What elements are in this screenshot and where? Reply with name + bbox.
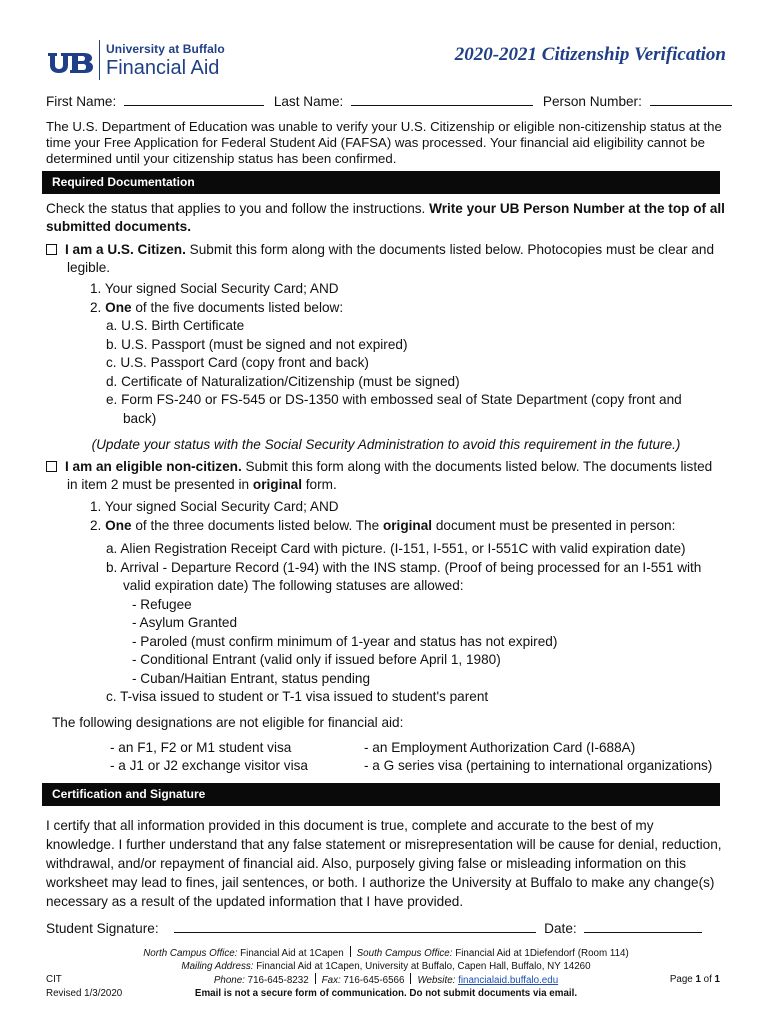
citizen-item-1: 1. Your signed Social Security Card; AND xyxy=(90,281,339,296)
ineligible-col-2 xyxy=(364,739,734,775)
noncitizen-item-2 xyxy=(90,517,726,536)
page-num: 1 xyxy=(695,974,701,985)
last-name-label: Last Name: xyxy=(273,94,344,109)
instructions-bold: Write your UB Person Number at the top of all submitted documents. xyxy=(46,201,725,234)
signature-field[interactable] xyxy=(174,920,536,933)
noncitizen-section xyxy=(46,458,726,707)
separator xyxy=(410,973,411,984)
citizen-doc-d: d. Certificate of Naturalization/Citizenship (must be signed) xyxy=(106,373,460,389)
signature-label: Student Signature: xyxy=(46,921,159,936)
date-label: Date: xyxy=(544,921,577,936)
allowed-statuses xyxy=(46,596,726,689)
footer-contact xyxy=(46,973,726,987)
first-name-label: First Name: xyxy=(46,94,117,109)
page-total: 1 xyxy=(714,974,720,985)
citizen-item-2 xyxy=(90,299,726,318)
noncitizen-option xyxy=(46,458,726,494)
citizen-note: (Update your status with the Social Security Administration to avoid this requirement in the future.) xyxy=(91,437,681,452)
status-paroled: - Paroled (must confirm minimum of 1-year and status has not expired) xyxy=(132,633,558,649)
citizen-item-2-rest: of the five documents listed below: xyxy=(131,299,344,315)
noncitizen-item-2-bold: One xyxy=(105,517,132,533)
form-code: CIT xyxy=(46,974,62,985)
logo-divider xyxy=(99,40,100,80)
ineligible-j1: - a J1 or J2 exchange visitor visa xyxy=(110,758,308,773)
mailing-value: Financial Aid at 1Capen, University at Buffalo, Capen Hall, Buffalo, NY 14260 xyxy=(253,961,591,972)
noncitizen-doc-a: a. Alien Registration Receipt Card with picture. (I-151, I-551, or I-551C with valid expiration date) xyxy=(106,541,686,556)
instructions-text: Check the status that applies to you and follow the instructions. xyxy=(46,201,430,216)
certification-text: I certify that all information provided in this document is true, complete and accurate to the best of my knowledge. I further understand that any false statement or misrepresentation will be cause for denial, reduction, withdrawal, and/or repayment of financial aid. Also, purposely giving false or misleading information on this worksheet may lead to fines, jail sentences, or both. I authorize the University at Buffalo to make any change(s) necessary as a result of the updated information that I have provided. xyxy=(46,818,722,909)
required-documentation-heading: Required Documentation xyxy=(42,171,720,194)
certification-heading: Certification and Signature xyxy=(42,783,720,806)
student-info-line xyxy=(46,93,726,111)
citizen-doc-c: c. U.S. Passport Card (copy front and back) xyxy=(106,355,369,370)
intro-paragraph: The U.S. Department of Education was unable to verify your U.S. Citizenship or eligible non-citizenship status at the time your Free Application for Federal Student Aid (FAFSA) was processed. Your financial aid eligibility cannot be determined until your citizenship status has been confirmed. xyxy=(46,119,722,166)
page-of: of xyxy=(700,974,715,985)
north-campus-label: North Campus Office: xyxy=(143,948,238,959)
person-number-label: Person Number: xyxy=(542,94,642,109)
revised-date: Revised 1/3/2020 xyxy=(46,988,123,999)
phone-label: Phone: xyxy=(213,975,245,986)
signature-line xyxy=(46,920,726,938)
website-link[interactable]: financialaid.buffalo.edu xyxy=(458,975,559,986)
citizen-label: I am a U.S. Citizen. xyxy=(65,242,186,257)
ineligible-col-1 xyxy=(110,739,360,775)
logo-university-name: University at Buffalo xyxy=(106,42,225,56)
ineligible-i688a: - an Employment Authorization Card (I-688A) xyxy=(364,740,636,755)
footer-email-note: Email is not a secure form of communication. Do not submit documents via email. xyxy=(194,988,578,999)
noncitizen-item-1: 1. Your signed Social Security Card; AND xyxy=(90,499,339,514)
instructions xyxy=(46,200,726,236)
citizen-item-2-bold: One xyxy=(105,299,132,315)
citizen-label-rest: Submit this form along with the documents listed below. Photocopies must be clear and legible. xyxy=(67,242,715,275)
noncitizen-doc-c: c. T-visa issued to student or T-1 visa issued to student's parent xyxy=(106,689,489,704)
status-cuban-haitian: - Cuban/Haitian Entrant, status pending xyxy=(132,670,371,686)
citizen-item-2-num: 2. xyxy=(90,299,106,315)
citizen-list xyxy=(46,280,726,317)
noncitizen-label-original: original xyxy=(252,477,302,492)
date-field[interactable] xyxy=(584,920,702,933)
citizen-doc-e: e. Form FS-240 or FS-545 or DS-1350 with embossed seal of State Department (copy front and back) xyxy=(106,392,682,426)
page-number xyxy=(670,973,720,986)
footer-offices xyxy=(46,946,726,960)
footer-form-code xyxy=(46,973,122,1001)
noncitizen-label-end: form. xyxy=(301,477,337,492)
noncitizen-checkbox[interactable] xyxy=(46,461,57,472)
fax-value: 716-645-6566 xyxy=(340,975,405,986)
citizen-doc-a: a. U.S. Birth Certificate xyxy=(106,318,245,333)
header xyxy=(46,36,726,86)
noncitizen-item-2-num: 2. xyxy=(90,517,106,533)
first-name-field[interactable] xyxy=(124,93,264,106)
noncitizen-label: I am an eligible non-citizen. xyxy=(65,459,242,474)
phone-value: 716-645-8232 xyxy=(244,975,309,986)
noncitizen-documents xyxy=(46,540,726,596)
noncitizen-item-2-end: document must be presented in person: xyxy=(432,517,676,533)
logo-department-name: Financial Aid xyxy=(106,57,220,79)
noncitizen-doc-c-wrap xyxy=(46,688,726,707)
noncitizen-label-rest: Submit this form along with the documents listed below. The documents listed in item 2 must be presented in xyxy=(67,459,713,492)
ineligible-f1: - an F1, F2 or M1 student visa xyxy=(110,740,292,755)
citizen-doc-b: b. U.S. Passport (must be signed and not expired) xyxy=(106,336,408,352)
status-conditional-entrant: - Conditional Entrant (valid only if issued before April 1, 1980) xyxy=(132,652,501,667)
fax-label: Fax: xyxy=(321,975,341,986)
footer xyxy=(46,946,726,1000)
ub-logo-mark-icon xyxy=(46,52,94,74)
mailing-label: Mailing Address: xyxy=(181,961,254,972)
north-campus-value: Financial Aid at 1Capen xyxy=(237,948,344,959)
status-asylum: - Asylum Granted xyxy=(132,615,238,630)
ineligible-g-visa: - a G series visa (pertaining to international organizations) xyxy=(364,758,713,773)
website-label: Website: xyxy=(417,975,456,986)
last-name-field[interactable] xyxy=(351,93,533,106)
separator xyxy=(350,946,351,957)
person-number-field[interactable] xyxy=(650,93,732,106)
citizen-checkbox[interactable] xyxy=(46,244,57,255)
noncitizen-item-2-original: original xyxy=(382,517,433,533)
ineligible-intro: The following designations are not eligible for financial aid: xyxy=(52,715,404,730)
south-campus-value: Financial Aid at 1Diefendorf (Room 114) xyxy=(452,948,629,959)
noncitizen-list xyxy=(46,498,726,535)
footer-mailing xyxy=(46,960,726,973)
page-prefix: Page xyxy=(669,974,696,985)
citizen-documents xyxy=(46,317,726,428)
ineligible-list xyxy=(110,739,730,777)
ub-logo xyxy=(46,38,226,82)
citizen-option xyxy=(46,241,726,277)
status-refugee: - Refugee xyxy=(132,596,192,612)
citizen-section xyxy=(46,241,726,454)
noncitizen-doc-b: b. Arrival - Departure Record (1-94) with the INS stamp. (Proof of being processed for an I-551 with valid expiration date) The following statuses are allowed: xyxy=(106,559,702,593)
noncitizen-item-2-mid: of the three documents listed below. The xyxy=(131,517,383,533)
document-title: 2020-2021 Citizenship Verification xyxy=(454,44,726,65)
separator xyxy=(315,973,316,984)
south-campus-label: South Campus Office: xyxy=(356,948,453,959)
